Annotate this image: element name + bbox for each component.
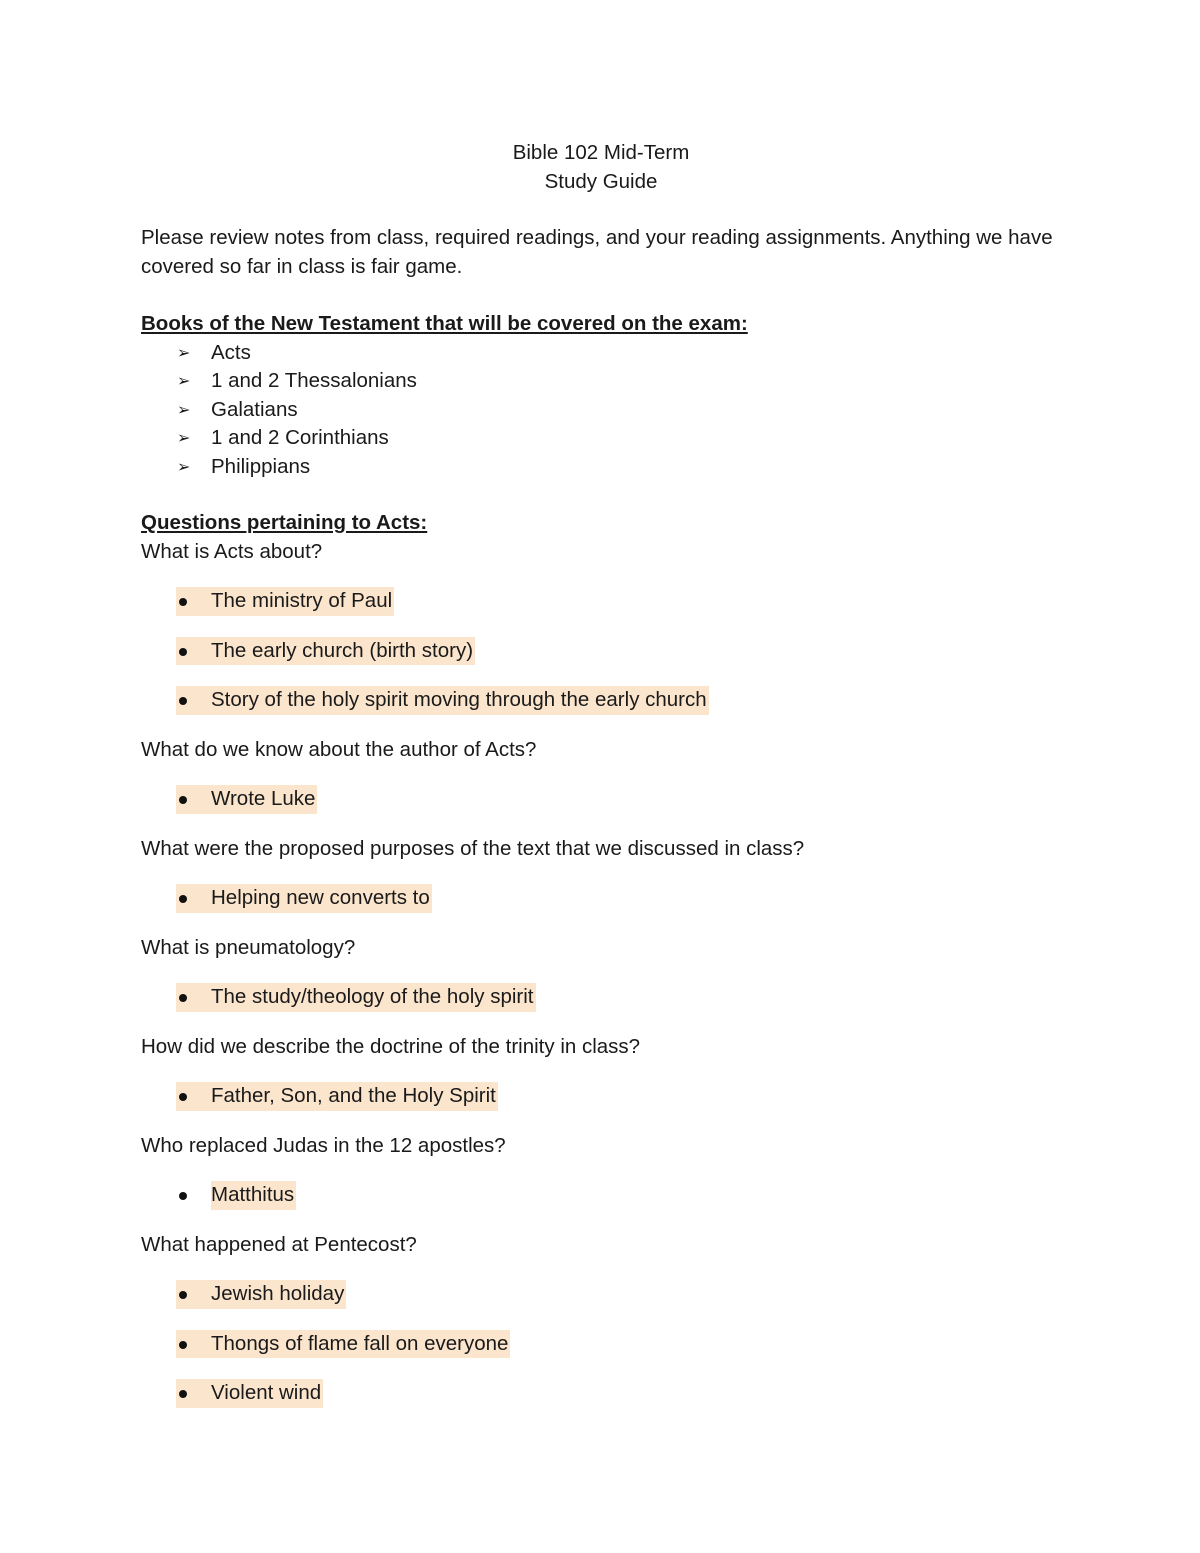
answer-item [141,1379,1061,1408]
books-heading: Books of the New Testament that will be covered on the exam: [141,312,748,335]
book-item [141,339,1061,368]
bullet-dot-icon [179,1341,187,1349]
answer-item [141,785,1061,814]
book-item [141,396,1061,425]
document-subtitle: Study Guide [544,169,658,193]
answer-item [141,637,1061,666]
answer-list [141,983,1061,1012]
question-text: What is Acts about? [141,539,323,563]
answer-list [141,884,1061,913]
answer-list [141,1082,1061,1111]
bullet-dot-icon [179,598,187,606]
book-name: Philippians [211,454,311,478]
highlighted-answer: The ministry of Paul [176,587,394,616]
answer-item [141,1082,1061,1111]
bullet-dot-icon [179,1291,187,1299]
highlighted-answer: The early church (birth story) [176,637,475,666]
book-name: 1 and 2 Corinthians [211,426,389,449]
answer-item [141,983,1061,1012]
bullet-dot-icon [179,796,187,804]
answer-list [141,785,1061,814]
book-name: Acts [211,340,251,364]
bullet-dot-icon [179,1192,187,1200]
arrow-bullet-icon: ➢ [177,342,191,362]
arrow-bullet-icon: ➢ [177,399,191,419]
answer-list [141,587,1061,715]
answer-item [141,587,1061,616]
bullet-dot-icon [179,697,187,705]
highlighted-answer: Thongs of flame fall on everyone [176,1330,510,1359]
question-text: What is pneumatology? [141,935,356,959]
arrow-bullet-icon: ➢ [177,371,191,390]
answer-item [141,884,1061,913]
question-text: What were the proposed purposes of the text that we discussed in class? [141,836,805,860]
answer-item [141,1181,1061,1210]
highlighted-answer: Helping new converts to [176,884,432,913]
book-item [141,424,1061,453]
book-item [141,453,1061,482]
document-page [141,139,1061,1429]
highlighted-answer: Father, Son, and the Holy Spirit [176,1082,498,1111]
answer-item [141,1280,1061,1309]
highlighted-answer: Wrote Luke [176,785,317,814]
answer-item [141,686,1061,715]
acts-heading: Questions pertaining to Acts: [141,511,428,534]
arrow-bullet-icon: ➢ [177,428,191,447]
highlighted-answer: Story of the holy spirit moving through the early church [176,686,709,715]
intro-paragraph: Please review notes from class, required readings, and your reading assignments. Anything we have covered so far in class is fair game. [141,226,1053,278]
document-title: Bible 102 Mid-Term [512,141,690,164]
question-text: What do we know about the author of Acts? [141,737,537,761]
book-name: Galatians [211,397,298,421]
highlighted-answer: Matthitus [211,1181,296,1210]
arrow-bullet-icon: ➢ [177,456,191,476]
question-text: Who replaced Judas in the 12 apostles? [141,1133,506,1157]
bullet-dot-icon [179,1390,187,1398]
bullet-dot-icon [179,1093,187,1101]
highlighted-answer: Jewish holiday [176,1280,346,1309]
books-list [141,339,1061,482]
answer-list [141,1280,1061,1408]
answer-list [141,1181,1061,1210]
book-item [141,367,1061,396]
bullet-dot-icon [179,895,187,903]
answer-item [141,1330,1061,1359]
book-name: 1 and 2 Thessalonians [211,369,417,392]
bullet-dot-icon [179,648,187,656]
bullet-dot-icon [179,994,187,1002]
highlighted-answer: Violent wind [176,1379,323,1408]
highlighted-answer: The study/theology of the holy spirit [176,983,536,1012]
question-text: How did we describe the doctrine of the trinity in class? [141,1034,641,1058]
question-text: What happened at Pentecost? [141,1232,417,1256]
